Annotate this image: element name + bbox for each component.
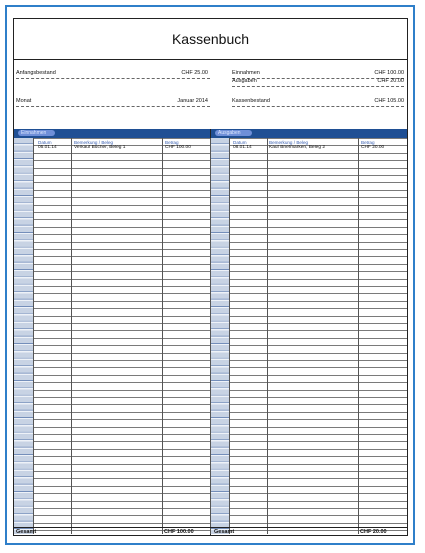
ausgaben-col-betrag: Betrag <box>361 140 375 145</box>
grid-row-line <box>33 197 211 198</box>
einnahmen-row-1-datum: 05.01.14 <box>38 145 57 150</box>
grid-row-line <box>33 493 211 494</box>
grid-row-line <box>33 390 211 391</box>
grid-row-line <box>229 279 407 280</box>
grid-row-line <box>229 464 407 465</box>
grid-row-line <box>229 256 407 257</box>
einnahmen-table <box>14 129 211 535</box>
grid-row-line <box>33 353 211 354</box>
grid-row-line <box>33 501 211 502</box>
grid-row-line <box>33 360 211 361</box>
page-title: Kassenbuch <box>14 19 407 60</box>
kassenbestand-line <box>232 106 404 107</box>
einnahmen-total-label: Gesamt <box>16 529 37 535</box>
grid-row-line <box>229 234 407 235</box>
grid-row-line <box>33 212 211 213</box>
ausgaben-row-1-datum: 08.01.14 <box>233 145 252 150</box>
grid-row-line <box>229 360 407 361</box>
grid-row-line <box>229 271 407 272</box>
grid-column-line <box>358 138 359 534</box>
anfangsbestand-line <box>16 78 210 79</box>
grid-row-line <box>229 501 407 502</box>
grid-column-line <box>162 138 163 534</box>
kassenbestand-value: CHF 105.00 <box>374 98 404 104</box>
grid-row-line <box>33 419 211 420</box>
monat-label: Monat <box>16 98 32 104</box>
grid-row-line <box>229 404 407 405</box>
grid-row-line <box>33 478 211 479</box>
grid-row-line <box>33 449 211 450</box>
einnahmen-value: CHF 100.00 <box>374 70 404 76</box>
grid-row-line <box>33 175 211 176</box>
grid-row-line <box>33 404 211 405</box>
grid-row-line <box>229 419 407 420</box>
grid-row-line <box>229 471 407 472</box>
grid-row-line <box>229 338 407 339</box>
grid-row-line <box>229 353 407 354</box>
grid-row-line <box>229 190 407 191</box>
grid-row-line <box>33 523 211 524</box>
grid-row-line <box>229 138 407 139</box>
grid-row-line <box>229 441 407 442</box>
monat-line <box>16 106 210 107</box>
grid-row-line <box>229 249 407 250</box>
grid-row-line <box>229 286 407 287</box>
grid-row-line <box>229 478 407 479</box>
grid-row-line <box>33 515 211 516</box>
grid-row-line <box>33 219 211 220</box>
einnahmen-col-bemerkung: Bemerkung / Beleg <box>74 140 114 145</box>
grid-row-line <box>229 323 407 324</box>
grid-row-line <box>229 523 407 524</box>
grid-row-line <box>33 441 211 442</box>
grid-row-line <box>229 168 407 169</box>
grid-row-line <box>33 330 211 331</box>
grid-row-line <box>33 234 211 235</box>
grid-row-line <box>33 375 211 376</box>
grid-row-line <box>229 212 407 213</box>
grid-row-line <box>33 153 211 154</box>
grid-row-line <box>229 434 407 435</box>
grid-row-line <box>229 264 407 265</box>
anfangsbestand-label: Anfangsbestand <box>16 70 56 76</box>
grid-row-line <box>33 293 211 294</box>
ausgaben-band-label: Ausgaben <box>215 130 252 136</box>
grid-row-line <box>33 323 211 324</box>
ausgaben-col-bemerkung: Bemerkung / Beleg <box>269 140 309 145</box>
grid-column-line <box>33 138 34 534</box>
grid-row-line <box>229 308 407 309</box>
grid-row-line <box>229 397 407 398</box>
grid-row-line <box>229 375 407 376</box>
grid-row-line <box>33 242 211 243</box>
grid-row-line <box>33 249 211 250</box>
grid-row-line <box>229 508 407 509</box>
grid-row-line <box>33 264 211 265</box>
ausgaben-total-value: CHF 20.00 <box>360 529 387 535</box>
grid-row-line <box>33 256 211 257</box>
grid-row-line <box>33 464 211 465</box>
ausgaben-total-label: Gesamt <box>214 529 235 535</box>
grid-row-line <box>33 227 211 228</box>
grid-row-line <box>33 471 211 472</box>
grid-column-line <box>229 138 230 534</box>
grid-column-line <box>267 138 268 534</box>
grid-row-line <box>229 205 407 206</box>
grid-row-line <box>229 242 407 243</box>
grid-row-line <box>229 390 407 391</box>
ausgaben-row-1-bemerkung: Kauf Briefmarken, Beleg 2 <box>269 145 325 150</box>
einnahmen-grid <box>33 138 211 534</box>
grid-row-line <box>33 367 211 368</box>
monat-value: Januar 2014 <box>177 98 208 104</box>
grid-row-line <box>229 182 407 183</box>
einnahmen-col-betrag: Betrag <box>165 140 179 145</box>
grid-row-line <box>33 434 211 435</box>
grid-row-line <box>229 301 407 302</box>
kassenbuch-sheet <box>13 18 408 536</box>
ausgaben-table <box>211 129 407 535</box>
einnahmen-band-label: Einnahmen <box>18 130 55 136</box>
grid-row-line <box>229 449 407 450</box>
grid-row-line <box>33 286 211 287</box>
grid-row-line <box>33 397 211 398</box>
einnahmen-col-datum: Datum <box>38 140 52 145</box>
einnahmen-row-1-betrag: CHF 100.00 <box>165 145 191 150</box>
grid-row-line <box>33 486 211 487</box>
grid-row-line <box>229 486 407 487</box>
einnahmen-total-value: CHF 100.00 <box>164 529 194 535</box>
grid-row-line <box>229 345 407 346</box>
kassenbestand-label: Kassenbestand <box>232 98 270 104</box>
grid-row-line <box>33 182 211 183</box>
grid-row-line <box>229 227 407 228</box>
ausgaben-grid <box>229 138 407 534</box>
ausgaben-band <box>211 129 407 138</box>
ausgaben-row-1-betrag: CHF 20.00 <box>361 145 385 150</box>
grid-row-line <box>229 382 407 383</box>
grid-row-line <box>33 138 211 139</box>
einnahmen-row-1-bemerkung: Verkauf Bücher, Beleg 1 <box>74 145 126 150</box>
grid-row-line <box>33 301 211 302</box>
grid-row-line <box>33 271 211 272</box>
grid-row-line <box>33 168 211 169</box>
grid-row-line <box>229 160 407 161</box>
grid-column-line <box>71 138 72 534</box>
grid-row-line <box>229 427 407 428</box>
footer-line <box>14 527 407 528</box>
row-number-strip <box>14 138 37 535</box>
grid-row-line <box>229 293 407 294</box>
grid-row-line <box>33 190 211 191</box>
grid-row-line <box>33 382 211 383</box>
grid-row-line <box>33 316 211 317</box>
ausgaben-col-datum: Datum <box>233 140 247 145</box>
grid-row-line <box>229 412 407 413</box>
grid-row-line <box>33 279 211 280</box>
grid-row-line <box>33 508 211 509</box>
grid-row-line <box>33 427 211 428</box>
grid-row-line <box>33 345 211 346</box>
grid-row-line <box>229 330 407 331</box>
ausgaben-value: CHF 20.00 <box>377 78 404 84</box>
row-number-strip <box>211 138 230 534</box>
einnahmen-label: Einnahmen <box>232 70 260 76</box>
einnahmen-band <box>14 129 210 138</box>
grid-row-line <box>229 219 407 220</box>
grid-row-line <box>229 493 407 494</box>
ausgaben-label: Ausgaben <box>232 78 257 84</box>
grid-row-line <box>33 160 211 161</box>
anfangsbestand-value: CHF 25.00 <box>181 70 208 76</box>
grid-row-line <box>33 412 211 413</box>
grid-row-line <box>229 153 407 154</box>
grid-row-line <box>33 308 211 309</box>
ausgaben-line <box>232 86 404 87</box>
grid-row-line <box>229 316 407 317</box>
grid-row-line <box>229 197 407 198</box>
grid-row-line <box>33 205 211 206</box>
grid-row-line <box>33 338 211 339</box>
grid-row-line <box>229 367 407 368</box>
grid-row-line <box>229 175 407 176</box>
grid-row-line <box>229 456 407 457</box>
grid-row-line <box>229 515 407 516</box>
grid-row-line <box>33 456 211 457</box>
